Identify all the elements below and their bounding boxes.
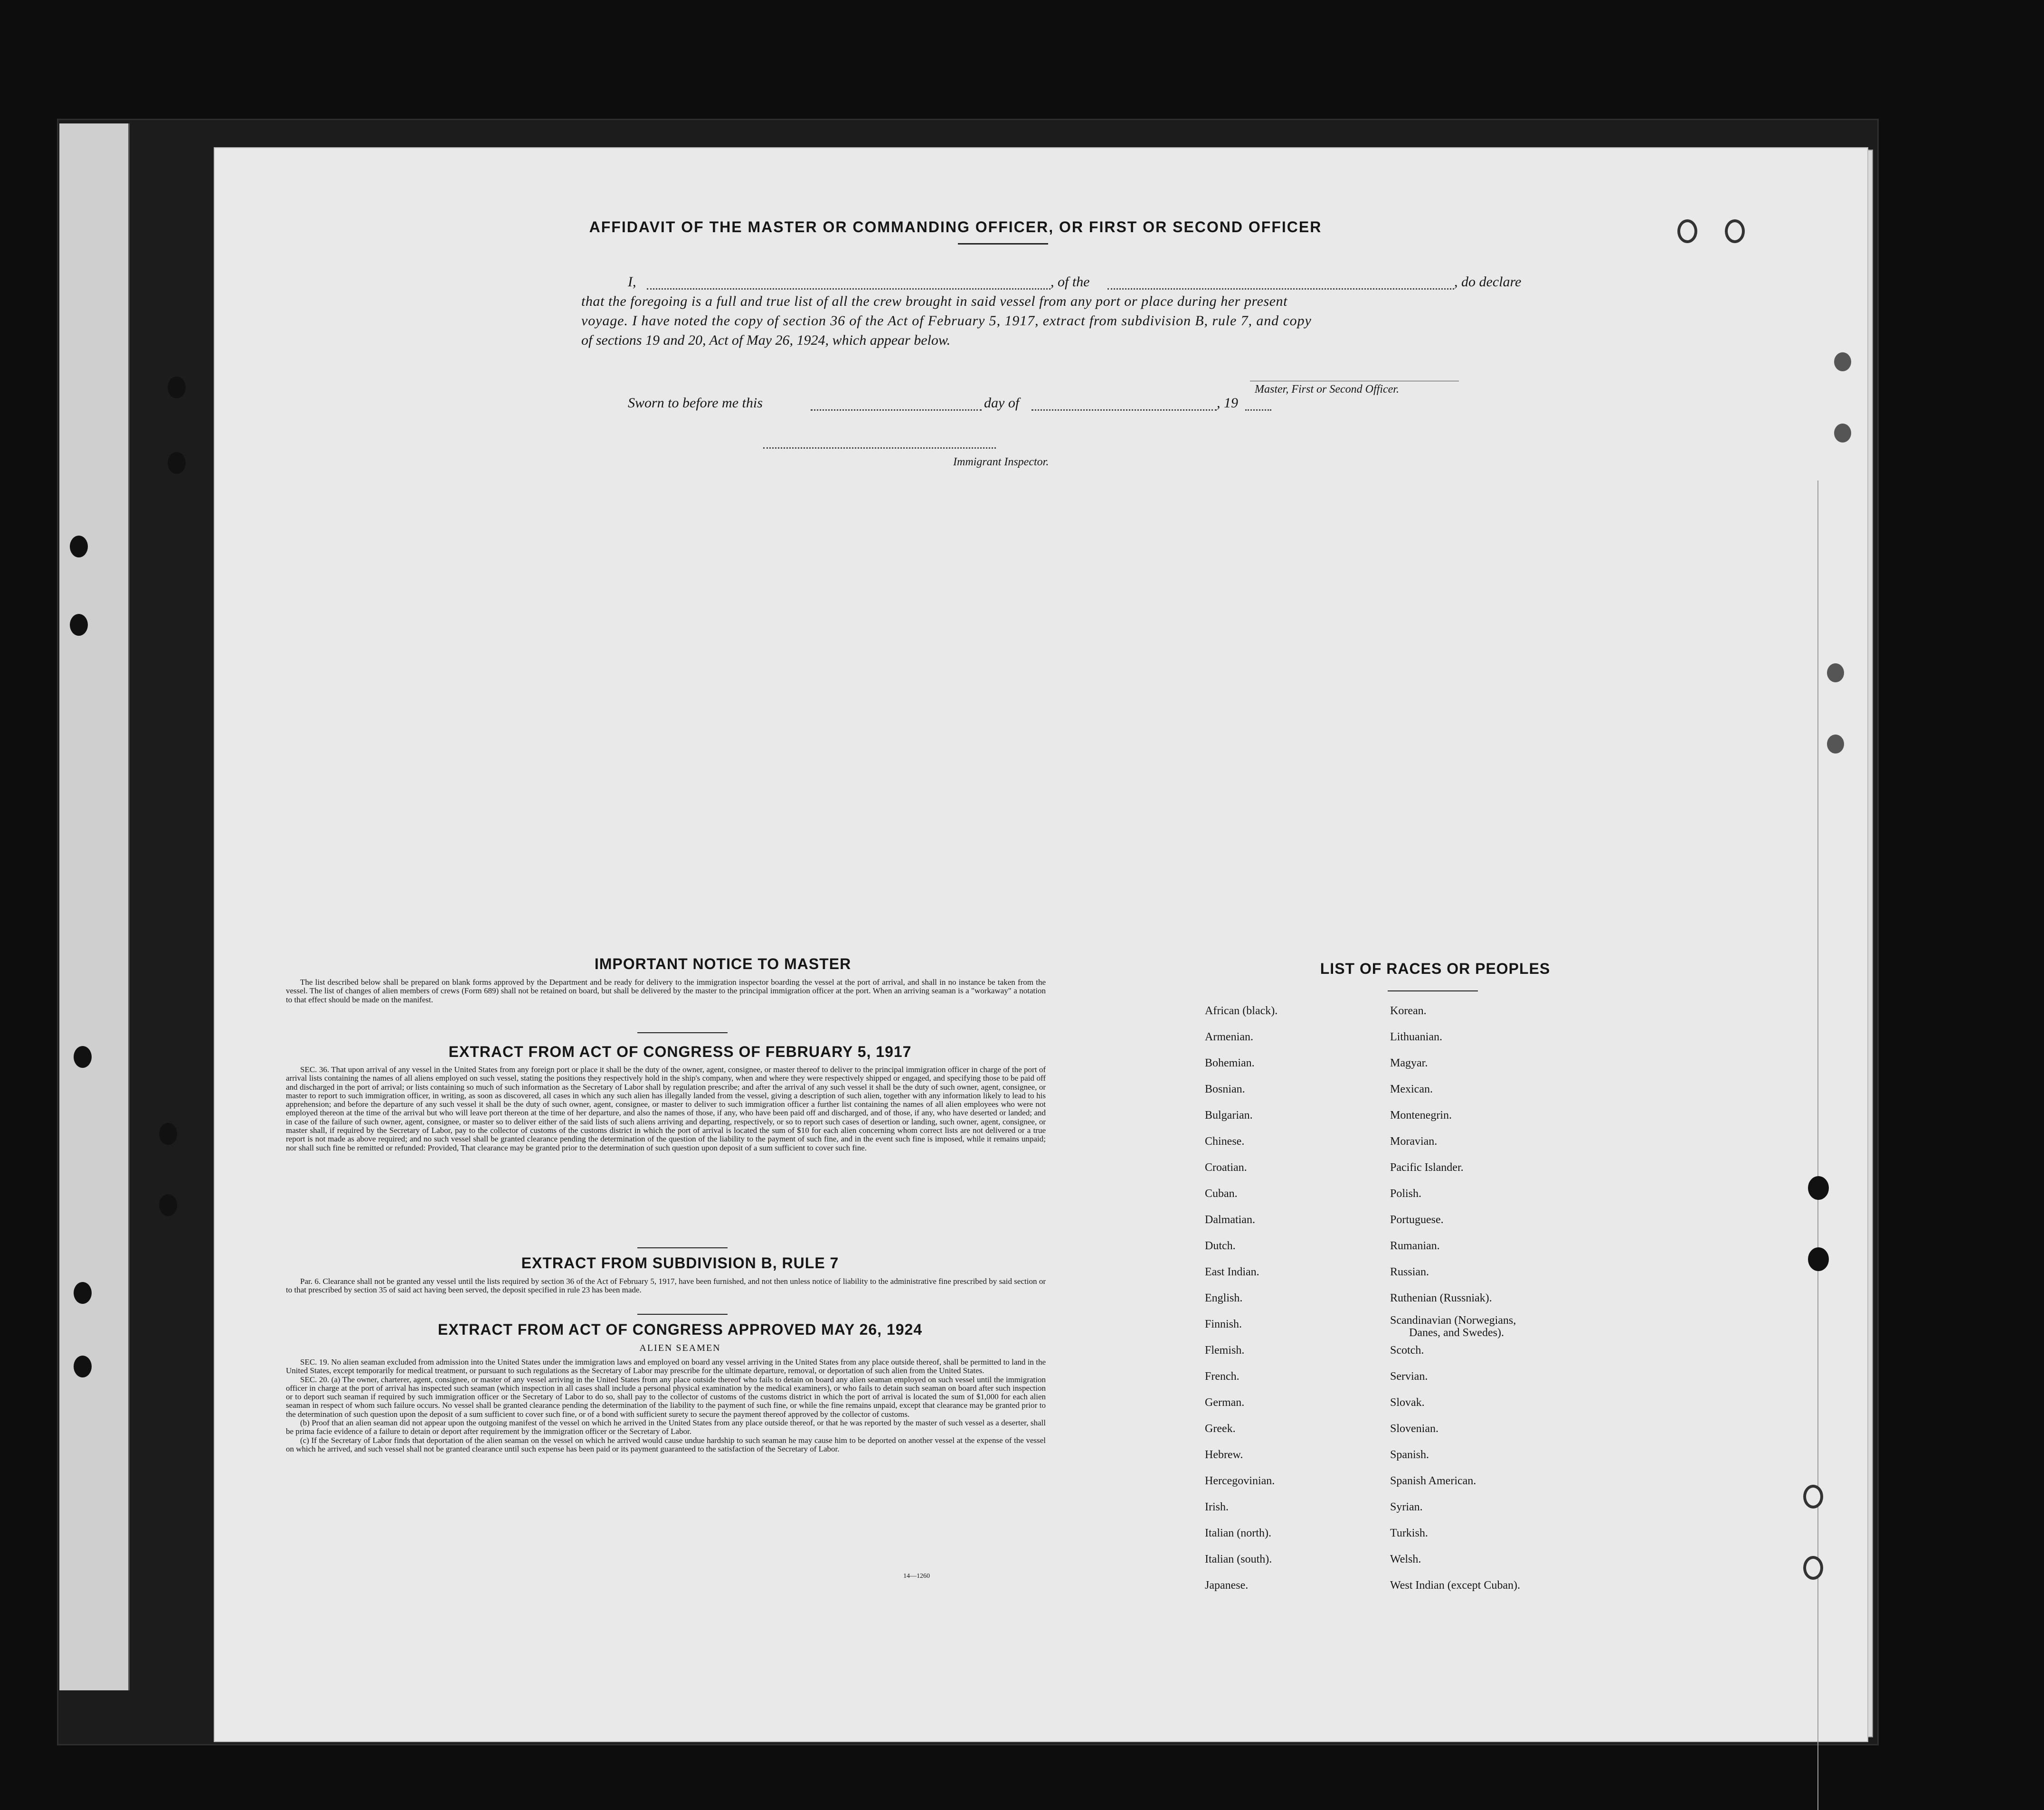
punch-hole bbox=[1827, 735, 1844, 754]
master-signature-label: Master, First or Second Officer. bbox=[1255, 383, 1399, 396]
race-item: Pacific Islander. bbox=[1390, 1161, 1464, 1174]
section-rule bbox=[637, 1247, 728, 1248]
punch-hole bbox=[1803, 1485, 1823, 1508]
crew-list-form-page bbox=[214, 147, 1868, 1742]
race-item: Greek. bbox=[1205, 1423, 1236, 1435]
sworn-day-of: day of bbox=[984, 395, 1020, 411]
race-item: German. bbox=[1205, 1396, 1245, 1409]
race-item: Bohemian. bbox=[1205, 1057, 1255, 1069]
race-item: Dutch. bbox=[1205, 1240, 1236, 1252]
race-item-line: Danes, and Swedes). bbox=[1409, 1327, 1504, 1339]
punch-hole bbox=[1808, 1176, 1829, 1200]
sworn-prefix: Sworn to before me this bbox=[628, 395, 763, 411]
race-item: Irish. bbox=[1205, 1501, 1229, 1513]
notice-title: IMPORTANT NOTICE TO MASTER bbox=[594, 955, 852, 972]
race-item: African (black). bbox=[1205, 1005, 1278, 1017]
race-item: Ruthenian (Russniak). bbox=[1390, 1292, 1492, 1304]
race-item: Lithuanian. bbox=[1390, 1031, 1442, 1043]
par-6-paragraph: Par. 6. Clearance shall not be granted any vessel until the lists required by section 36 of the Act of February 5, 1917, have been furnished, and not then unless notice of liability to the administrative fine prescribed by said section or to that prescribed by section 35 of said act having been served, the deposit specified in rule 23 has been made. bbox=[286, 1277, 1046, 1295]
form-number: 14—1260 bbox=[903, 1573, 930, 1580]
punch-hole bbox=[1834, 424, 1851, 443]
race-item: Italian (north). bbox=[1205, 1527, 1271, 1539]
declaration-line-2: voyage. I have noted the copy of section 36 of the Act of February 5, 1917, extract from subdivision B, rule 7, and copy bbox=[581, 313, 1312, 329]
sworn-day-blank bbox=[811, 409, 982, 411]
race-item: Rumanian. bbox=[1390, 1240, 1440, 1252]
race-item: Moravian. bbox=[1390, 1135, 1438, 1148]
declaration-prefix: I, bbox=[628, 274, 636, 290]
rule-7-text bbox=[286, 1277, 1046, 1295]
race-item bbox=[1390, 1311, 1520, 1338]
binding-hole bbox=[74, 1356, 92, 1377]
sworn-month-blank bbox=[1031, 409, 1217, 411]
race-item: Turkish. bbox=[1390, 1527, 1428, 1539]
declaration-vessel-label: , of the bbox=[1050, 274, 1090, 290]
punch-hole bbox=[1803, 1556, 1823, 1580]
races-left-column bbox=[1205, 998, 1278, 1599]
race-item: Portuguese. bbox=[1390, 1214, 1444, 1226]
punch-hole bbox=[1834, 352, 1851, 371]
title-rule bbox=[958, 243, 1048, 245]
race-item: Hercegovinian. bbox=[1205, 1475, 1275, 1487]
inspector-signature-label: Immigrant Inspector. bbox=[953, 456, 1049, 468]
races-title: LIST OF RACES OR PEOPLES bbox=[1320, 960, 1551, 977]
race-item: Servian. bbox=[1390, 1370, 1428, 1383]
race-item: English. bbox=[1205, 1292, 1243, 1304]
race-item: Slovak. bbox=[1390, 1396, 1425, 1409]
punch-hole bbox=[1827, 663, 1844, 682]
binding-hole bbox=[70, 536, 88, 557]
race-item: Dalmatian. bbox=[1205, 1214, 1255, 1226]
race-item: Spanish. bbox=[1390, 1449, 1429, 1461]
race-item: Flemish. bbox=[1205, 1344, 1245, 1357]
punch-hole bbox=[1677, 219, 1697, 243]
declaration-line-3: of sections 19 and 20, Act of May 26, 1924, which appear below. bbox=[581, 332, 951, 348]
section-rule bbox=[637, 1314, 728, 1315]
alien-seamen-subtitle: ALIEN SEAMEN bbox=[639, 1343, 721, 1353]
sworn-year: , 19 bbox=[1217, 395, 1238, 411]
left-binding-strip bbox=[59, 123, 130, 1690]
page-edge-line bbox=[1817, 481, 1818, 1810]
race-item: West Indian (except Cuban). bbox=[1390, 1579, 1520, 1592]
race-item: Polish. bbox=[1390, 1188, 1422, 1200]
race-item: Hebrew. bbox=[1205, 1449, 1243, 1461]
sec-20a-paragraph: SEC. 20. (a) The owner, charterer, agent, consignee, or master of any vessel arriving in the United States from any place outside thereof who fails to detain on board any alien seaman employed on such vessel until the immigration officer in charge at the port of arrival has inspected such seaman (which inspection in all cases shall include a personal physical examination by the medical examiners), or who fails to detain such seaman on board after such inspection or to deport such seaman if required by such immigration officer or the Secretary of Labor to do so, shall pay to the collector of customs of the customs district in which the port of arrival is located the sum of $1,000 for each alien seaman in respect of whom such failure occurs. No vessel shall be granted clearance pending the determination of the liability to the payment of such fine, or while the fine remains unpaid, except that clearance may be granted prior to the determination of such question upon the deposit of a sum sufficient to cover such fine, or of a bond with sufficient surety to secure the payment thereof approved by the collector of customs. bbox=[286, 1375, 1046, 1419]
races-rule bbox=[1388, 990, 1478, 991]
race-item: Scotch. bbox=[1390, 1344, 1424, 1357]
section-rule bbox=[637, 1032, 728, 1033]
extract-1924-text bbox=[286, 1358, 1046, 1453]
binding-hole bbox=[168, 452, 186, 474]
binding-hole bbox=[159, 1123, 177, 1145]
race-item: Syrian. bbox=[1390, 1501, 1423, 1513]
binding-hole bbox=[168, 377, 186, 398]
binding-hole bbox=[159, 1194, 177, 1216]
declaration-line-1: that the foregoing is a full and true list of all the crew brought in said vessel from any port or place during her present bbox=[581, 293, 1287, 309]
race-item: Welsh. bbox=[1390, 1553, 1421, 1565]
binding-hole bbox=[70, 614, 88, 636]
race-item: Spanish American. bbox=[1390, 1475, 1476, 1487]
declaration-suffix: , do declare bbox=[1454, 274, 1522, 290]
race-item: Mexican. bbox=[1390, 1083, 1433, 1095]
name-blank bbox=[647, 288, 1050, 290]
race-item: Chinese. bbox=[1205, 1135, 1245, 1148]
race-item: East Indian. bbox=[1205, 1266, 1259, 1278]
race-item: Bosnian. bbox=[1205, 1083, 1245, 1095]
race-item: Armenian. bbox=[1205, 1031, 1253, 1043]
race-item-line: Scandinavian (Norwegians, bbox=[1390, 1314, 1516, 1327]
sec-20b-paragraph: (b) Proof that an alien seaman did not appear upon the outgoing manifest of the vessel on which he arrived in the United States from any place outside thereof, or that he was reported by the master of such vessel as a deserter, shall be prima facie evidence of a failure to detain or deport after requirement by the immigration officer or the Secretary of Labor. bbox=[286, 1418, 1046, 1436]
sec-20c-paragraph: (c) If the Secretary of Labor finds that deportation of the alien seaman on the vessel on which he arrived would cause undue hardship to such seaman he may cause him to be deported on another vessel at the expense of the vessel on which he arrived, and such vessel shall not be granted clearance until such expense has been paid or its payment guaranteed to the satisfaction of the Secretary of Labor. bbox=[286, 1435, 1046, 1453]
race-item: Montenegrin. bbox=[1390, 1109, 1452, 1122]
rule-7-title: EXTRACT FROM SUBDIVISION B, RULE 7 bbox=[521, 1254, 839, 1272]
sworn-year-blank bbox=[1245, 409, 1271, 411]
notice-paragraph: The list described below shall be prepared on blank forms approved by the Department and be ready for delivery to the immigration inspector boarding the vessel at the port of arrival, and shall in no instance be taken from the vessel. The list of changes of alien members of crews (Form 689) shall not be retained on board, but shall be delivered by the master to the principal immigration officer at the port. When an arriving seaman is a "workaway" a notation to that effect should be made on the manifest. bbox=[286, 978, 1046, 1004]
race-item: Italian (south). bbox=[1205, 1553, 1272, 1565]
race-item: Russian. bbox=[1390, 1266, 1429, 1278]
punch-hole bbox=[1725, 219, 1745, 243]
race-item: Korean. bbox=[1390, 1005, 1427, 1017]
extract-1924-title: EXTRACT FROM ACT OF CONGRESS APPROVED MAY 26, 1924 bbox=[437, 1321, 923, 1338]
extract-1917-text bbox=[286, 1065, 1046, 1152]
race-item: Croatian. bbox=[1205, 1161, 1247, 1174]
vessel-blank bbox=[1107, 288, 1454, 290]
race-item: French. bbox=[1205, 1370, 1240, 1383]
race-item: Cuban. bbox=[1205, 1188, 1238, 1200]
binding-hole bbox=[74, 1046, 92, 1068]
sec-36-paragraph: SEC. 36. That upon arrival of any vessel in the United States from any foreign port or place it shall be the duty of the owner, agent, consignee, or master thereof to deliver to the principal immigration officer in charge of the port of arrival lists containing the names of all aliens employed on such vessel, stating the positions they respectively hold in the ship's company, when and where they were respectively shipped or engaged, and specifying those to be paid off and discharged in the port of arrival; or lists containing so much of such information as the Secretary of Labor shall by regulation prescribe; and after the arrival of any such vessel it shall be the duty of such owner, agent, consignee, or master to report to such immigration officer, in writing, as soon as discovered, all cases in which any such alien has illegally landed from the vessel, giving a description of such alien, together with any information likely to lead to his apprehension; and before the departure of any such vessel it shall be the duty of such owner, agent, consignee, or master to deliver to such immigration officer a further list containing the names of all alien employees who were not employed thereon at the time of the arrival but who will leave port thereon at the time of her departure, and also the names of those, if any, who have been paid off and discharged, and of those, if any, who have deserted or landed; and in case of the failure of such owner, agent, consignee, or master so to deliver either of the said lists of such aliens arriving and departing, respectively, or so to report such cases of desertion or landing, such owner, agent, consignee, or master shall, if required by the Secretary of Labor, pay to the collector of customs of the customs district in which the port of arrival is located the sum of $10 for each alien concerning whom correct lists are not delivered or a true report is not made as above required; and no such vessel shall be granted clearance pending the determination of the question of the liability to the payment of such fine, and in the event such fine is imposed, while it remains unpaid; nor shall such fine be remitted or refunded: Provided, That clearance may be granted prior to the determination of such question upon deposit of a sum sufficient to cover such fine. bbox=[286, 1065, 1046, 1152]
inspector-signature-line bbox=[763, 447, 996, 449]
race-item: Japanese. bbox=[1205, 1579, 1249, 1592]
punch-hole bbox=[1808, 1247, 1829, 1271]
sec-19-paragraph: SEC. 19. No alien seaman excluded from admission into the United States under the immigration laws and employed on board any vessel arriving in the United States from any place outside thereof, shall be permitted to land in the United States, except temporarily for medical treatment, or pursuant to such regulations as the Secretary of Labor may prescribe for the ultimate departure, removal, or deportation of such alien from the United States. bbox=[286, 1358, 1046, 1376]
race-item: Magyar. bbox=[1390, 1057, 1428, 1069]
race-item: Bulgarian. bbox=[1205, 1109, 1253, 1122]
race-item: Finnish. bbox=[1205, 1318, 1242, 1330]
races-right-column bbox=[1390, 998, 1520, 1599]
extract-1917-title: EXTRACT FROM ACT OF CONGRESS OF FEBRUARY 5, 1917 bbox=[448, 1043, 912, 1060]
affidavit-title: AFFIDAVIT OF THE MASTER OR COMMANDING OFFICER, OR FIRST OR SECOND OFFICER bbox=[589, 218, 1322, 236]
notice-text bbox=[286, 978, 1046, 1004]
race-item: Slovenian. bbox=[1390, 1423, 1438, 1435]
binding-hole bbox=[74, 1282, 92, 1304]
